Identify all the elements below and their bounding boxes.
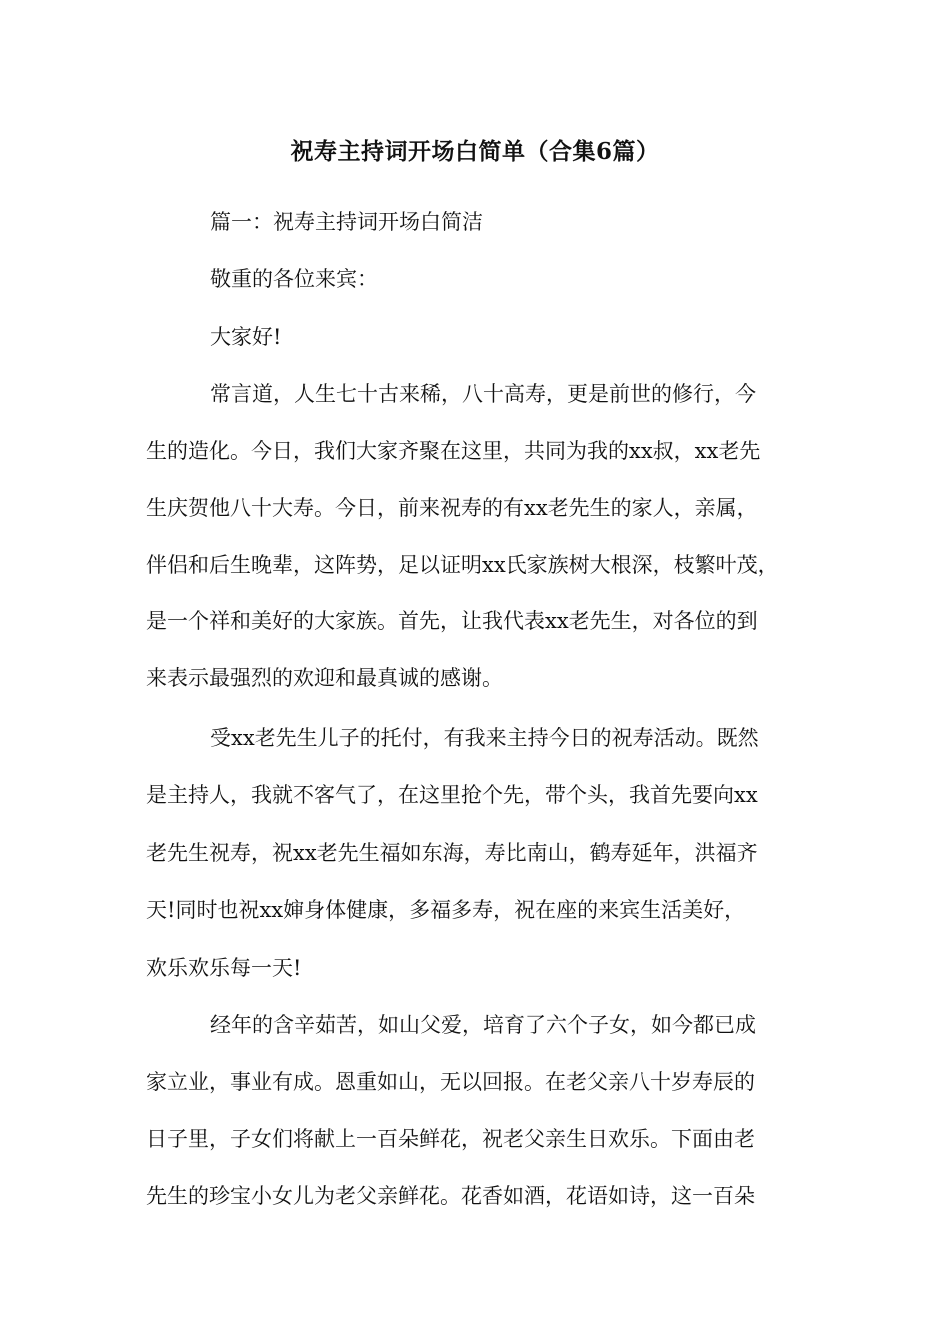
paragraph-3-line-1: 经年的含辛茹苦，如山父爱，培育了六个子女，如今都已成	[210, 1013, 756, 1037]
paragraph-2-line-3: 老先生祝寿，祝xx老先生福如东海，寿比南山，鹤寿延年，洪福齐	[146, 841, 758, 865]
paragraph-2-line-5: 欢乐欢乐每一天!	[146, 956, 302, 980]
paragraph-1-line-5: 是一个祥和美好的大家族。首先，让我代表xx老先生，对各位的到	[146, 609, 758, 633]
paragraph-2-line-1: 受xx老先生儿子的托付，有我来主持今日的祝寿活动。既然	[210, 726, 759, 750]
paragraph-3-line-3: 日子里，子女们将献上一百朵鲜花，祝老父亲生日欢乐。下面由老	[146, 1127, 755, 1151]
salutation: 敬重的各位来宾：	[210, 267, 378, 291]
greeting: 大家好!	[210, 325, 282, 349]
paragraph-1-line-4: 伴侣和后生晚辈，这阵势，足以证明xx氏家族树大根深，枝繁叶茂，	[146, 553, 779, 577]
paragraph-3-line-4: 先生的珍宝小女儿为老父亲鲜花。花香如酒，花语如诗，这一百朵	[146, 1184, 755, 1208]
paragraph-3-line-2: 家立业，事业有成。恩重如山，无以回报。在老父亲八十岁寿辰的	[146, 1070, 755, 1094]
paragraph-2-line-2: 是主持人，我就不客气了，在这里抢个先，带个头，我首先要向xx	[146, 783, 758, 807]
paragraph-1-line-1: 常言道，人生七十古来稀，八十高寿，更是前世的修行，今	[210, 382, 756, 406]
document-title: 祝寿主持词开场白简单（合集6篇）	[290, 138, 660, 165]
paragraph-1-line-3: 生庆贺他八十大寿。今日，前来祝寿的有xx老先生的家人，亲属，	[146, 496, 758, 520]
paragraph-2-line-4: 天!同时也祝xx婶身体健康，多福多寿，祝在座的来宾生活美好，	[146, 898, 746, 922]
section-heading: 篇一：祝寿主持词开场白简洁	[210, 210, 483, 234]
paragraph-1-line-2: 生的造化。今日，我们大家齐聚在这里，共同为我的xx叔，xx老先	[146, 439, 761, 463]
paragraph-1-line-6: 来表示最强烈的欢迎和最真诚的感谢。	[146, 666, 503, 690]
